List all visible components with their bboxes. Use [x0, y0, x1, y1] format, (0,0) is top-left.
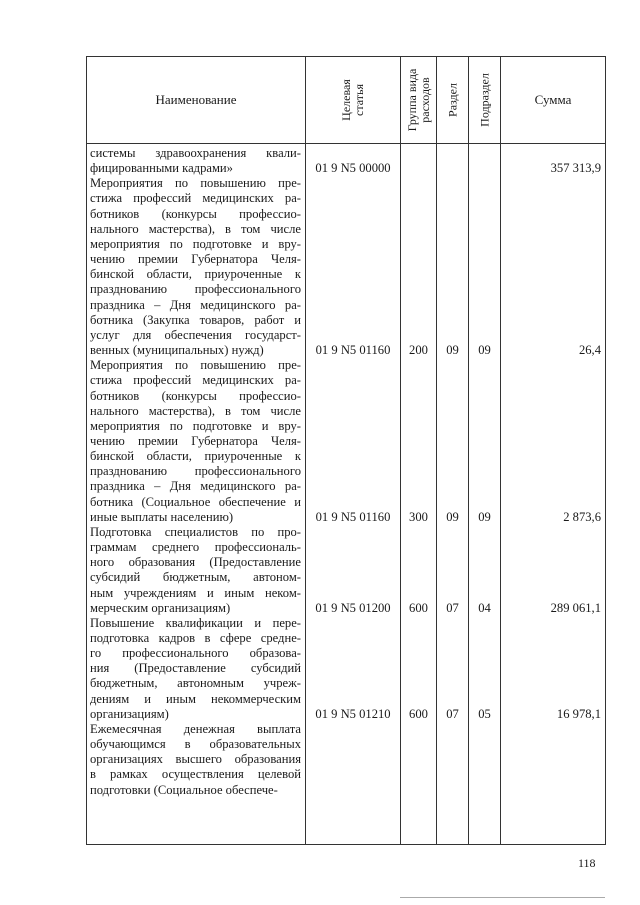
names-column — [87, 144, 306, 845]
item-description — [90, 722, 301, 798]
group-cell: 600 — [409, 600, 428, 615]
section-cell: 09 — [446, 342, 459, 357]
description-line: подготовки (Социальное обеспече- — [90, 782, 278, 797]
description-line: чению премии Губернатора Челя- — [90, 252, 301, 267]
item-description — [90, 146, 301, 176]
description-line: ным учреждениям и иным неком- — [90, 585, 301, 600]
item-description — [90, 176, 301, 358]
group-column — [401, 144, 437, 845]
subsection-cell: 04 — [478, 600, 491, 615]
description-line: обучающимся в образовательных — [90, 737, 301, 752]
header-section-label: Раздел — [445, 83, 459, 117]
header-target-line2: статья — [352, 84, 366, 116]
sum-cell: 2 873,6 — [563, 509, 601, 524]
description-line: субсидий бюджетным, автоном- — [90, 570, 301, 585]
description-line: мероприятия по подготовке и вру- — [90, 418, 301, 433]
section-cell: 09 — [446, 509, 459, 524]
budget-table — [86, 56, 606, 845]
subsection-cell: 09 — [478, 342, 491, 357]
sum-column — [501, 144, 606, 845]
description-line: праздника – Дня медицинского ра- — [90, 297, 301, 312]
description-line: фицированными кадрами» — [90, 161, 233, 176]
description-line: в рамках осуществления целевой — [90, 767, 301, 782]
description-line: венных (муниципальных) нужд) — [90, 343, 264, 358]
description-line: бюджетным, автономным учреж- — [90, 676, 301, 691]
description-line: нального мастерства), в том числе — [90, 403, 301, 418]
subsection-cell: 09 — [478, 509, 491, 524]
code-cell: 01 9 N5 01200 — [315, 600, 391, 615]
description-line: чению премии Губернатора Челя- — [90, 433, 301, 448]
sum-cell: 16 978,1 — [556, 706, 601, 721]
description-line: иные выплаты населению) — [90, 509, 234, 524]
description-line: системы здравоохранения квали- — [90, 146, 301, 160]
description-line: дениям и иным некоммерческим — [90, 691, 301, 706]
header-subsection-label: Подраздел — [477, 73, 491, 127]
table-header-row — [87, 57, 606, 144]
sum-cell: 289 061,1 — [550, 600, 601, 615]
description-line: Мероприятия по повышению пре- — [90, 176, 301, 191]
header-expense-group — [401, 57, 437, 144]
subsection-column — [469, 144, 501, 845]
group-cell: 600 — [409, 706, 428, 721]
item-description — [90, 358, 301, 525]
description-line: ботников (конкурсы профессио- — [90, 388, 301, 403]
description-line: граммам среднего профессиональ- — [90, 540, 301, 555]
header-name: Наименование — [87, 57, 306, 144]
header-sum: Сумма — [501, 57, 606, 144]
description-line: ного образования (Предоставление — [90, 555, 301, 570]
description-line: организациях высшего образования — [90, 752, 301, 767]
description-line: мероприятия по подготовке и вру- — [90, 236, 301, 251]
sum-cell: 357 313,9 — [550, 161, 601, 176]
group-cell: 200 — [409, 342, 428, 357]
description-line: стижа профессий медицинских ра- — [90, 373, 301, 388]
section-cell: 07 — [446, 600, 459, 615]
header-group-line2: расходов — [417, 77, 432, 123]
header-target-line1: Целевая — [339, 79, 353, 121]
section-cell: 07 — [446, 706, 459, 721]
description-line: Ежемесячная денежная выплата — [90, 721, 301, 736]
code-cell: 01 9 N5 01160 — [315, 509, 391, 524]
description-line: Повышение квалификации и пере- — [90, 615, 301, 630]
code-column — [306, 144, 401, 845]
description-line: празднованию профессионального — [90, 464, 301, 479]
header-section — [437, 57, 469, 144]
description-line: подготовка кадров в сфере средне- — [90, 631, 301, 645]
subsection-cell: 05 — [478, 706, 491, 721]
description-line: го профессионального образова- — [90, 646, 301, 661]
header-subsection — [469, 57, 501, 144]
code-cell: 01 9 N5 01160 — [315, 342, 391, 357]
page-number: 118 — [578, 856, 596, 870]
description-line: бинской области, приуроченные к — [90, 267, 301, 282]
code-cell: 01 9 N5 01210 — [315, 706, 391, 721]
description-line: организациям) — [90, 706, 169, 721]
description-line: ботника (Социальное обеспечение и — [90, 494, 301, 509]
header-group-line1: Группа вида — [404, 68, 419, 132]
header-target-article — [306, 57, 401, 144]
description-line: ния (Предоставление субсидий — [90, 661, 301, 676]
group-cell: 300 — [409, 509, 428, 524]
table-body-row — [87, 144, 606, 845]
footer-rule — [400, 897, 605, 898]
item-description — [90, 525, 301, 616]
sum-cell: 26,4 — [578, 342, 601, 357]
description-line: ботника (Закупка товаров, работ и — [90, 312, 301, 327]
description-line: мерческим организациям) — [90, 600, 231, 615]
description-line: Подготовка специалистов по про- — [90, 524, 301, 539]
description-line: стижа профессий медицинских ра- — [90, 191, 301, 206]
code-cell: 01 9 N5 00000 — [315, 161, 391, 176]
description-line: праздника – Дня медицинского ра- — [90, 479, 301, 494]
description-line: нального мастерства), в том числе — [90, 221, 301, 236]
description-line: ботников (конкурсы профессио- — [90, 206, 301, 221]
section-column — [437, 144, 469, 845]
description-line: празднованию профессионального — [90, 282, 301, 297]
item-description — [90, 616, 301, 722]
description-line: Мероприятия по повышению пре- — [90, 358, 301, 373]
description-line: бинской области, приуроченные к — [90, 449, 301, 464]
description-line: услуг для обеспечения государст- — [90, 327, 301, 342]
